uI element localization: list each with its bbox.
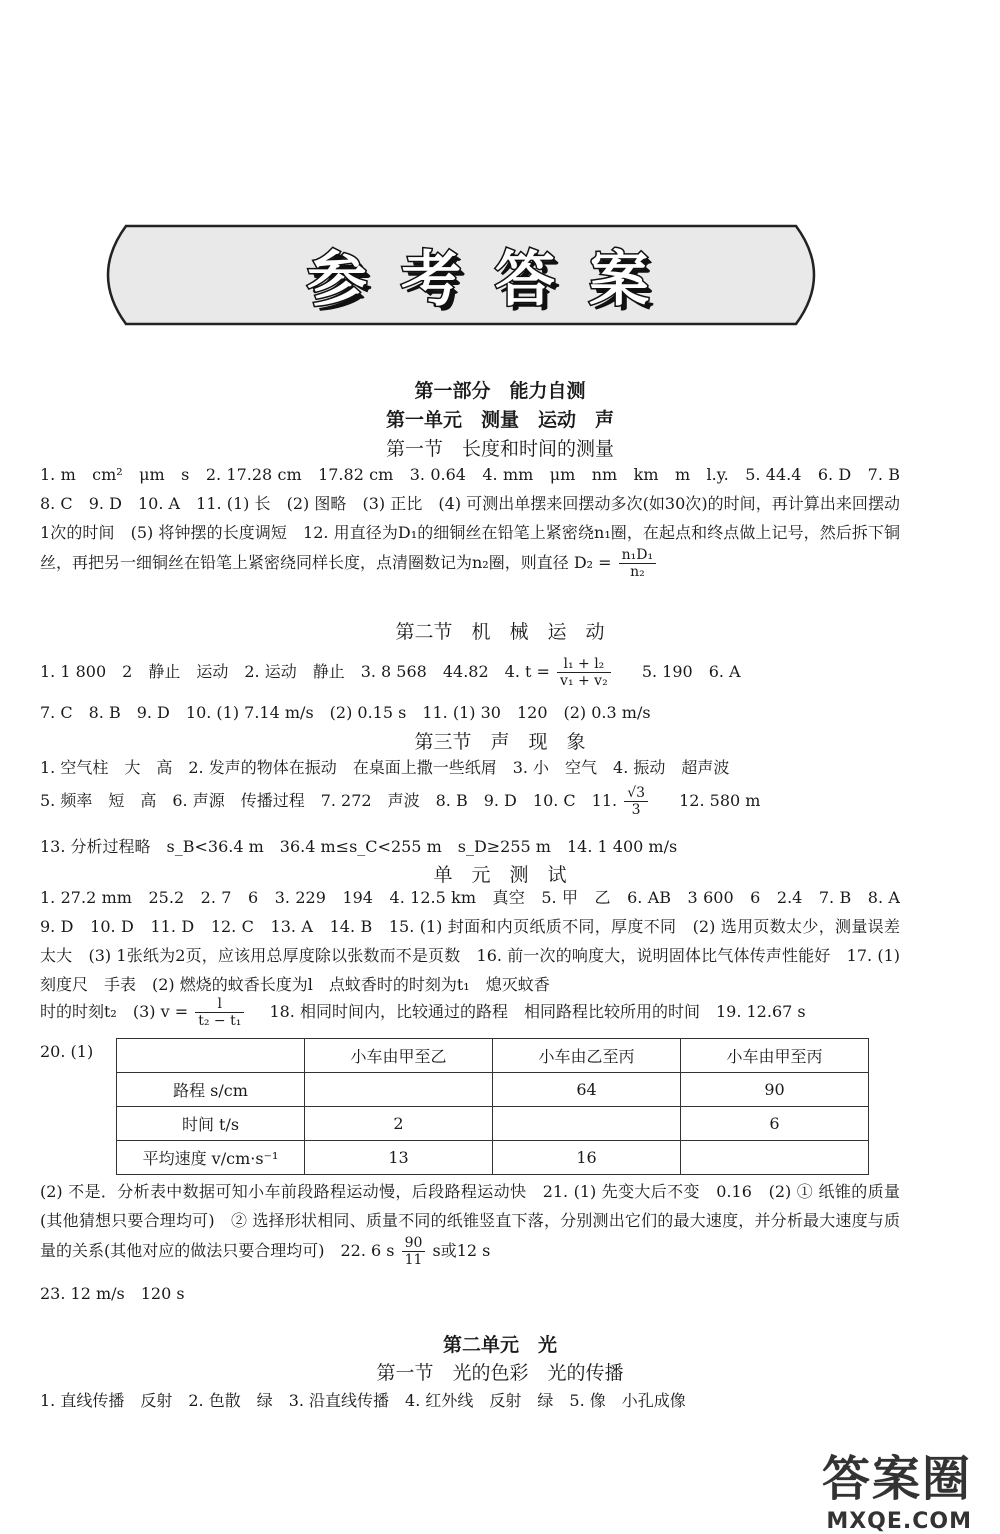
unit1-s3-title: 第三节 声 现 象	[414, 731, 586, 753]
formula-denominator: n₂	[630, 564, 645, 580]
unit1-test-after-text: (2) 不是．分析表中数据可知小车前段路程运动慢，后段路程运动快 21. (1) 先变大后不变 0.16 (2) ① 纸锥的质量(其他猜想只要合理均可) ② 选择形状相同、质量不同的纸锥竖直下落，分别测出它们的最大速度，并分析最大速度与质量的关系(其他对应的做法只要合理均可) 22. 6 s	[40, 1182, 900, 1260]
unit1-s1-title: 第一节 长度和时间的测量	[385, 438, 614, 460]
table-cell: 6	[681, 1107, 869, 1141]
table-cell	[305, 1073, 493, 1107]
unit1-test-after	[40, 1177, 900, 1268]
fraction-denominator: 11	[404, 1252, 423, 1268]
unit1-s2-line1-text: 1. 1 800 2 静止 运动 2. 运动 静止 3. 8 568 44.82 4. t =	[40, 662, 550, 681]
watermark-url: MXQE.COM	[826, 1509, 972, 1534]
table-cell: 平均速度 v/cm·s⁻¹	[117, 1141, 305, 1175]
answer-banner	[86, 220, 836, 330]
q20-label: 20. (1)	[40, 1042, 94, 1061]
table-cell	[493, 1107, 681, 1141]
unit1-s3-line2-text: 5. 频率 短 高 6. 声源 传播过程 7. 272 声波 8. B 9. D 10. C 11.	[40, 791, 618, 810]
watermark-logo-text: 答案圈	[821, 1451, 972, 1507]
unit1-s3-fraction	[624, 785, 648, 818]
table-row	[117, 1141, 869, 1175]
unit2-title: 第二单元 光	[442, 1334, 557, 1356]
unit1-test-line23: 23. 12 m/s 120 s	[40, 1284, 185, 1303]
unit1-title: 第一单元 测量 运动 声	[385, 409, 614, 431]
unit2-s1-line1: 1. 直线传播 反射 2. 色散 绿 3. 沿直线传播 4. 红外线 反射 绿 5. 像 小孔成像	[40, 1391, 686, 1410]
fraction-denominator: v₁ + v₂	[560, 673, 608, 689]
unit1-s2-fraction	[557, 656, 611, 689]
site-watermark	[822, 1440, 972, 1534]
table-header-row	[117, 1039, 869, 1073]
table-header-cell: 小车由乙至丙	[493, 1039, 681, 1073]
unit1-s3-line2	[40, 785, 920, 818]
unit1-s1-formula	[619, 547, 656, 580]
unit1-test-line18: 18. 相同时间内，比较通过的路程 相同路程比较所用的时间 19. 12.67 s	[269, 1002, 806, 1021]
unit1-s3-line1: 1. 空气柱 大 高 2. 发声的物体在振动 在桌面上撒一些纸屑 3. 小 空气 4. 振动 超声波	[40, 758, 730, 777]
unit1-test-title: 单 元 测 试	[433, 864, 567, 886]
unit1-test-text: 1. 27.2 mm 25.2 2. 7 6 3. 229 194 4. 12.5 km 真空 5. 甲 乙 6. AB 3 600 6 2.4 7. B 8. A 9. D 10. D 11. D 12. C 13. A 14. B 15. (1) 封面和内页纸质不同，厚度不同 (2) 选用页数太少，测量误差太大 (3) 1张纸为2页，应该用总厚度除以张数而不是页数 16. 前一次的响度大，说明固体比气体传声性能好 17. (1) 刻度尺 手表 (2) 燃烧的蚊香长度为l 点蚊香时的时刻为t₁ 熄灭蚊香	[40, 888, 917, 994]
unit1-s2-line1	[40, 656, 920, 689]
table-cell: 90	[681, 1073, 869, 1107]
table-cell: 路程 s/cm	[117, 1073, 305, 1107]
table-row	[117, 1073, 869, 1107]
table-row	[117, 1107, 869, 1141]
table-cell: 16	[493, 1141, 681, 1175]
unit1-test-line17	[40, 996, 920, 1029]
unit1-test-after-tail: s或12 s	[432, 1241, 491, 1260]
unit1-s3-line2-tail: 12. 580 m	[679, 791, 761, 810]
q22-fraction	[402, 1235, 426, 1268]
unit1-test-fraction	[195, 996, 244, 1029]
unit2-s1-title: 第一节 光的色彩 光的传播	[376, 1362, 624, 1384]
formula-numerator: n₁D₁	[619, 547, 656, 564]
unit1-s1-text: 1. m cm² μm s 2. 17.28 cm 17.82 cm 3. 0.64 4. mm μm nm km m l.y. 5. 44.4 6. D 7. B 8. C 9. D 10. A 11. (1) 长 (2) 图略 (3) 正比 (4) 可测出单摆来回摆动多次(如30次)的时间，再计算出来回摆动1次的时间 (5) 将钟摆的长度调短 12. 用直径为D₁的细铜丝在铅笔上紧密绕n₁圈，在起点和终点做上记号，然后拆下铜丝，再把另一细铜丝在铅笔上紧密绕同样长度，点清圈数记为n₂圈，则直径	[40, 465, 917, 572]
q20-table	[116, 1038, 869, 1175]
unit1-s2-line1-tail: 5. 190 6. A	[641, 662, 741, 681]
fraction-numerator: l₁ + l₂	[557, 656, 611, 673]
fraction-numerator: 90	[402, 1235, 426, 1252]
table-header-cell: 小车由甲至丙	[681, 1039, 869, 1073]
table-cell: 13	[305, 1141, 493, 1175]
table-header-cell: 小车由甲至乙	[305, 1039, 493, 1073]
table-cell: 2	[305, 1107, 493, 1141]
table-header-cell	[117, 1039, 305, 1073]
unit1-s1-formula-lhs: D₂ =	[573, 553, 612, 572]
fraction-numerator: √3	[624, 785, 648, 802]
unit1-test-line17-text: 时的时刻t₂ (3) v =	[40, 1002, 189, 1021]
fraction-numerator: l	[195, 996, 244, 1013]
table-cell: 64	[493, 1073, 681, 1107]
unit1-s3-line3: 13. 分析过程略 s_B<36.4 m 36.4 m≤s_C<255 m s_D≥255 m 14. 1 400 m/s	[40, 837, 678, 856]
fraction-denominator: t₂ − t₁	[198, 1013, 242, 1029]
table-cell	[681, 1141, 869, 1175]
table-cell: 时间 t/s	[117, 1107, 305, 1141]
unit1-s2-line2: 7. C 8. B 9. D 10. (1) 7.14 m/s (2) 0.15 s 11. (1) 30 120 (2) 0.3 m/s	[40, 703, 651, 722]
unit1-s1-answers	[40, 460, 917, 580]
part-title: 第一部分 能力自测	[414, 380, 586, 402]
banner-title: 参考答案	[307, 245, 683, 315]
unit1-s2-title: 第二节 机 械 运 动	[395, 621, 605, 643]
fraction-denominator: 3	[631, 802, 641, 818]
